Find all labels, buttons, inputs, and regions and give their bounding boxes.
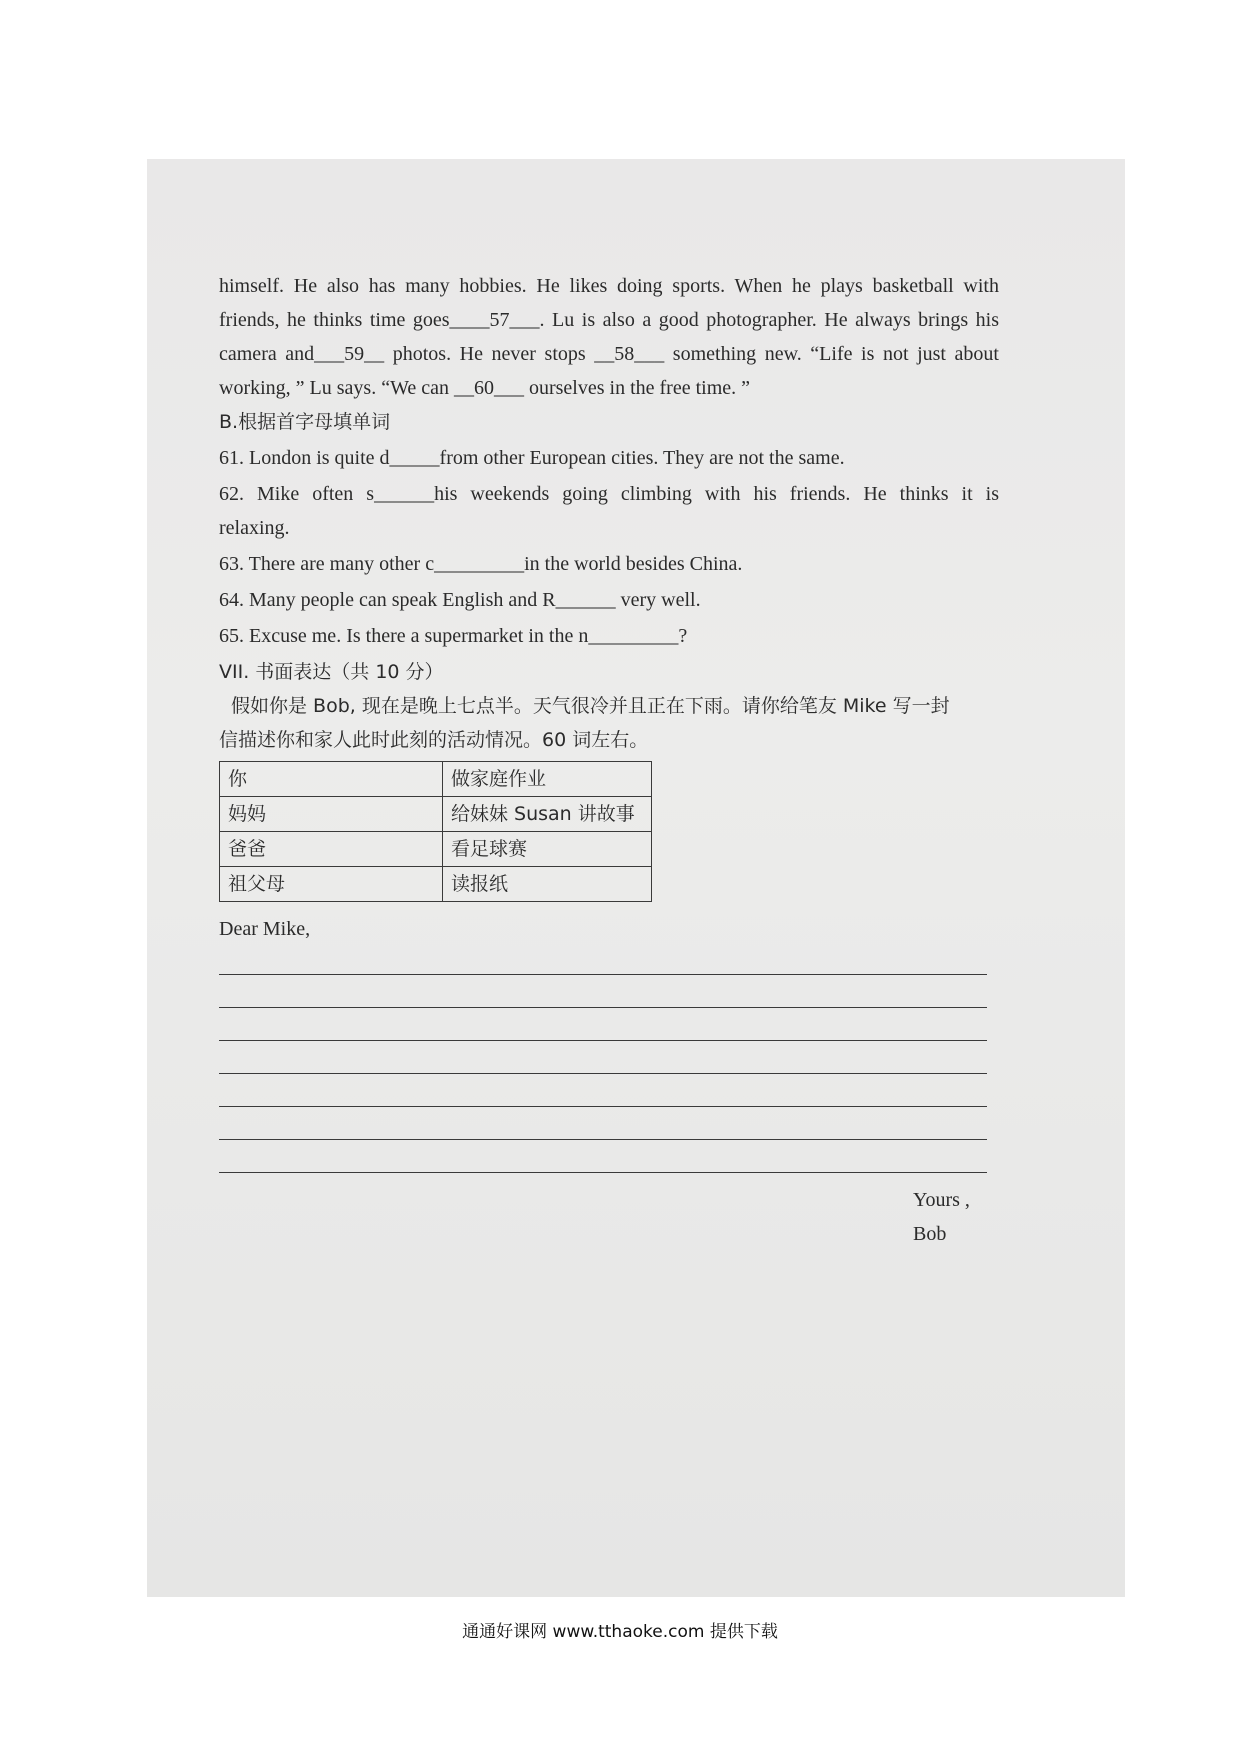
answer-writing-area[interactable] — [219, 952, 989, 1202]
writing-line — [219, 1106, 987, 1107]
writing-line — [219, 1007, 987, 1008]
task-line: 假如你是 Bob, 现在是晚上七点半。天气很冷并且正在下雨。请你给笔友 Mike 写一封 — [231, 695, 950, 717]
task-line: 信描述你和家人此时此刻的活动情况。60 词左右。 — [219, 729, 649, 751]
writing-line — [219, 1139, 987, 1140]
table-cell-activity: 做家庭作业 — [443, 762, 652, 797]
table-cell-person: 爸爸 — [220, 832, 443, 867]
section-vii-title: VII. 书面表达（共 10 分） — [219, 661, 444, 683]
table-row — [220, 797, 652, 832]
question-63: 63. There are many other c_________in the world besides China. — [219, 553, 743, 575]
page-content — [219, 269, 999, 1202]
passage-line: camera and___59__ photos. He never stops __58___ something new. “Life is not just about — [219, 343, 999, 365]
table-row — [220, 762, 652, 797]
table-cell-person: 你 — [220, 762, 443, 797]
activity-table — [219, 761, 652, 902]
table-cell-activity: 读报纸 — [443, 867, 652, 902]
letter-closing — [913, 1183, 970, 1251]
writing-line — [219, 974, 987, 975]
scanned-page-photo — [147, 159, 1125, 1597]
passage-line: friends, he thinks time goes____57___. Lu is also a good photographer. He always brings his — [219, 309, 999, 331]
writing-line — [219, 1040, 987, 1041]
section-b-title: B.根据首字母填单词 — [219, 411, 391, 433]
passage-line: himself. He also has many hobbies. He likes doing sports. When he plays basketball with — [219, 275, 999, 297]
question-62: 62. Mike often s______his weekends going climbing with his friends. He thinks it is — [219, 483, 999, 505]
table-cell-activity: 看足球赛 — [443, 832, 652, 867]
table-cell-person: 祖父母 — [220, 867, 443, 902]
writing-task-instructions — [219, 689, 999, 757]
closing-phrase: Yours , — [913, 1189, 970, 1211]
table-row — [220, 832, 652, 867]
signature: Bob — [913, 1223, 947, 1245]
question-62-continuation: relaxing. — [219, 517, 290, 539]
reading-passage — [219, 269, 999, 405]
letter-greeting: Dear Mike, — [219, 918, 311, 940]
writing-line — [219, 1172, 987, 1173]
question-64: 64. Many people can speak English and R______ very well. — [219, 589, 701, 611]
table-cell-activity: 给妹妹 Susan 讲故事 — [443, 797, 652, 832]
passage-line: working, ” Lu says. “We can __60___ ourselves in the free time. ” — [219, 377, 751, 399]
question-61: 61. London is quite d_____from other European cities. They are not the same. — [219, 447, 845, 469]
question-65: 65. Excuse me. Is there a supermarket in the n_________? — [219, 625, 688, 647]
writing-line — [219, 1073, 987, 1074]
table-cell-person: 妈妈 — [220, 797, 443, 832]
question-list — [219, 441, 999, 653]
table-row — [220, 867, 652, 902]
download-footer: 通通好课网 www.tthaoke.com 提供下载 — [462, 1622, 778, 1642]
